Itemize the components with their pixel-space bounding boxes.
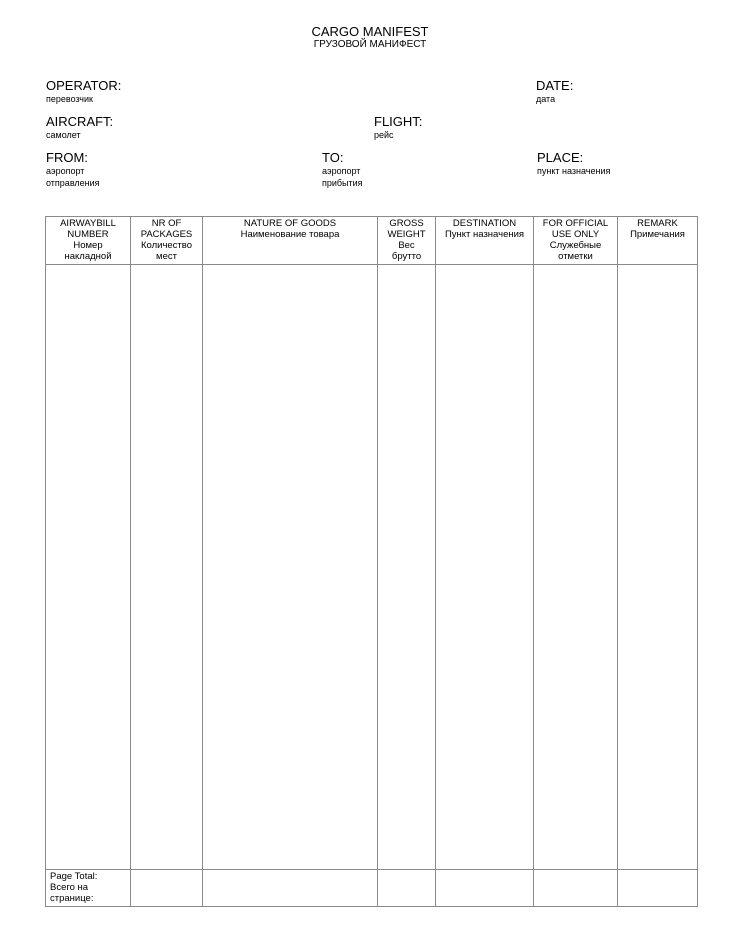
- header-line: USE ONLY: [551, 229, 600, 240]
- aircraft-field[interactable]: [46, 114, 113, 141]
- total-remark-cell[interactable]: [618, 870, 698, 907]
- aircraft-label: AIRCRAFT:: [46, 114, 114, 129]
- header-line: Номер: [73, 240, 103, 251]
- header-line: Вес: [398, 240, 415, 251]
- date-field[interactable]: [536, 78, 573, 105]
- column-header-official-use: [534, 217, 618, 265]
- packages-cell[interactable]: [131, 265, 203, 870]
- official-use-cell[interactable]: [534, 265, 618, 870]
- operator-label: OPERATOR:: [46, 78, 122, 93]
- date-label: DATE:: [536, 78, 574, 93]
- header-line: накладной: [64, 251, 112, 262]
- header-line: отметки: [558, 251, 593, 262]
- header-line: DESTINATION: [452, 218, 517, 229]
- column-header-airwaybill: [46, 217, 131, 265]
- header-line: Пункт назначения: [444, 229, 525, 240]
- table-body-row: [46, 265, 698, 870]
- to-field[interactable]: [322, 150, 363, 189]
- column-header-packages: [131, 217, 203, 265]
- column-header-gross-weight: [378, 217, 436, 265]
- header-line: Наименование товара: [240, 229, 340, 240]
- table-header-row: [46, 217, 698, 265]
- total-official-cell[interactable]: [534, 870, 618, 907]
- place-sublabel: пункт назначения: [537, 166, 611, 176]
- total-destination-cell[interactable]: [436, 870, 534, 907]
- document-title: [0, 24, 740, 51]
- title-russian: ГРУЗОВОЙ МАНИФЕСТ: [313, 39, 427, 50]
- page-total-row: [46, 870, 698, 907]
- destination-cell[interactable]: [436, 265, 534, 870]
- flight-sublabel: рейс: [374, 130, 394, 140]
- header-line: WEIGHT: [387, 229, 426, 240]
- header-line: брутто: [391, 251, 422, 262]
- header-line: NUMBER: [67, 229, 109, 240]
- to-sublabel-1: аэропорт: [322, 166, 361, 176]
- operator-field[interactable]: [46, 78, 121, 105]
- to-sublabel-2: прибытия: [322, 178, 363, 188]
- from-field[interactable]: [46, 150, 100, 189]
- nature-of-goods-cell[interactable]: [203, 265, 378, 870]
- header-line: Служебные: [549, 240, 602, 251]
- column-header-destination: [436, 217, 534, 265]
- total-weight-cell[interactable]: [378, 870, 436, 907]
- header-line: NATURE OF GOODS: [243, 218, 337, 229]
- header-line: AIRWAYBILL: [60, 218, 116, 229]
- place-field[interactable]: [537, 150, 610, 177]
- header-line: FOR OFFICIAL: [542, 218, 609, 229]
- flight-field[interactable]: [374, 114, 422, 141]
- header-line: REMARK: [637, 218, 678, 229]
- total-nature-cell[interactable]: [203, 870, 378, 907]
- title-english: CARGO MANIFEST: [311, 24, 429, 39]
- header-line: PACKAGES: [140, 229, 193, 240]
- column-header-remark: [618, 217, 698, 265]
- operator-sublabel: перевозчик: [46, 94, 93, 104]
- date-sublabel: дата: [536, 94, 556, 104]
- header-line: Примечания: [630, 229, 685, 240]
- header-line: GROSS: [389, 218, 424, 229]
- total-packages-cell[interactable]: [131, 870, 203, 907]
- remark-cell[interactable]: [618, 265, 698, 870]
- from-sublabel-2: отправления: [46, 178, 100, 188]
- page-total-label: [46, 870, 131, 907]
- gross-weight-cell[interactable]: [378, 265, 436, 870]
- footer-line: странице:: [50, 893, 94, 904]
- to-label: TO:: [322, 150, 344, 165]
- column-header-nature-of-goods: [203, 217, 378, 265]
- aircraft-sublabel: самолет: [46, 130, 81, 140]
- manifest-table: [45, 216, 698, 907]
- header-line: Количество: [140, 240, 193, 251]
- from-label: FROM:: [46, 150, 88, 165]
- footer-line: Page Total:: [50, 871, 98, 882]
- from-sublabel-1: аэропорт: [46, 166, 85, 176]
- header-line: мест: [156, 251, 177, 262]
- footer-line: Всего на: [50, 882, 89, 893]
- header-line: NR OF: [151, 218, 182, 229]
- flight-label: FLIGHT:: [374, 114, 423, 129]
- airwaybill-cell[interactable]: [46, 265, 131, 870]
- place-label: PLACE:: [537, 150, 584, 165]
